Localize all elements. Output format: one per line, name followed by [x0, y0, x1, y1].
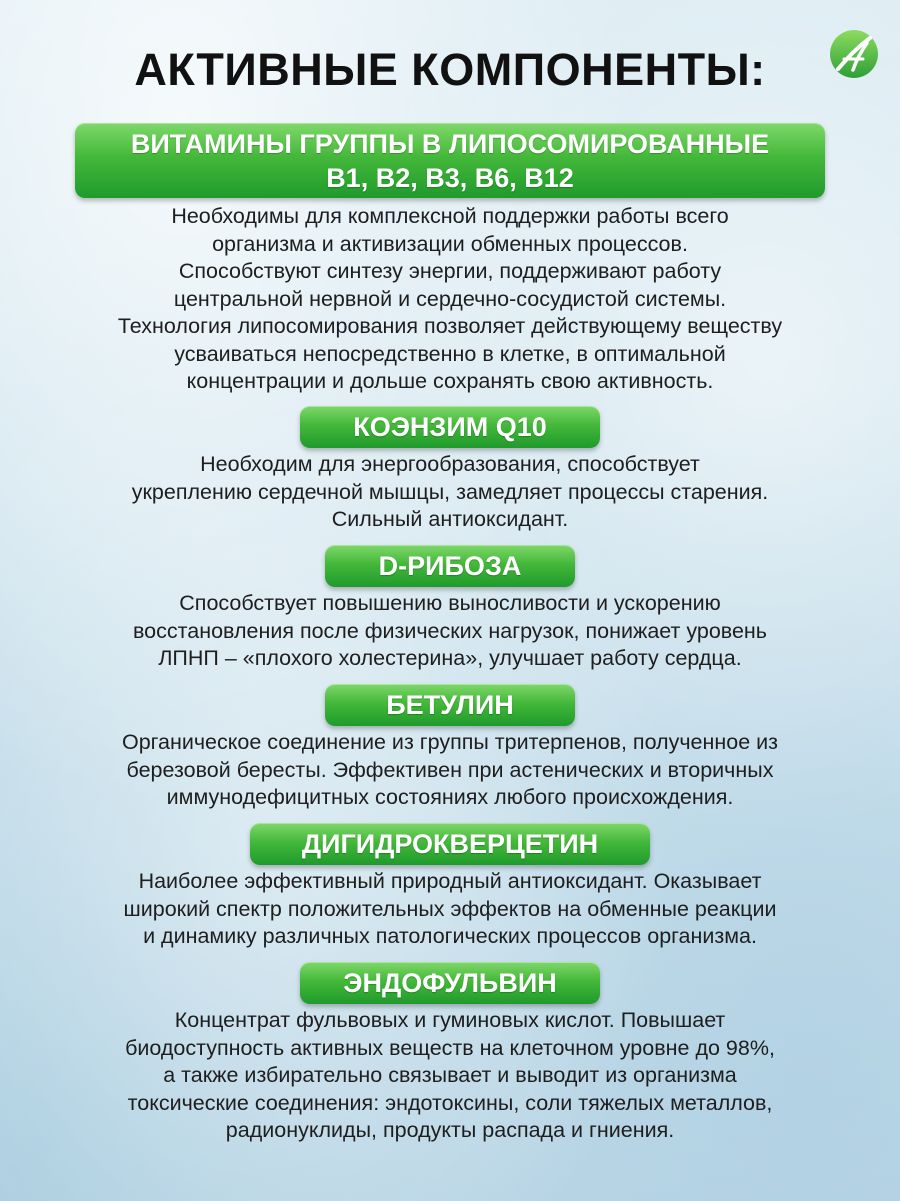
description-line: центральной нервной и сердечно-сосудистой системы.	[173, 286, 727, 311]
description-line: укреплению сердечной мышцы, замедляет процессы старения.	[131, 479, 769, 504]
section-description-betulin	[20, 729, 880, 812]
description-line: Технология липосомирования позволяет действующему веществу	[117, 314, 783, 338]
section-heading-line: КОЭНЗИМ Q10	[353, 411, 547, 442]
section-heading-line: БЕТУЛИН	[386, 689, 514, 720]
description-line: и динамику различных патологических процессов организма.	[143, 924, 757, 948]
section-description-d-ribose	[20, 590, 880, 673]
section-heading-vitamins-b	[75, 123, 825, 198]
section-description-dihydroquercetin	[20, 868, 880, 951]
description-line: ЛПНП – «плохого холестерина», улучшает работу сердца.	[158, 646, 742, 670]
description-line: токсические соединения: эндотоксины, соли тяжелых металлов,	[127, 1090, 773, 1115]
description-line: Концентрат фульвовых и гуминовых кислот. Повышает	[174, 1008, 726, 1032]
description-line: биодоступность активных веществ на клеточном уровне до 98%,	[125, 1035, 775, 1060]
section-heading-line: ВИТАМИНЫ ГРУППЫ В ЛИПОСОМИРОВАННЫЕ	[130, 128, 770, 159]
section-heading-coenzyme-q10	[300, 406, 600, 448]
section-heading-line: ДИГИДРОКВЕРЦЕТИН	[301, 828, 599, 859]
description-line: а также избирательно связывает и выводит из организма	[163, 1063, 737, 1087]
description-line: Необходимы для комплексной поддержки работы всего	[171, 204, 729, 228]
section-heading-d-ribose	[325, 545, 575, 587]
section-heading-endofulvin	[300, 962, 600, 1004]
description-line: радионуклиды, продукты распада и гниения.	[225, 1118, 675, 1142]
section-heading-line: D-РИБОЗА	[378, 550, 522, 581]
section-description-endofulvin	[20, 1007, 880, 1145]
description-line: Органическое соединение из группы тритерпенов, полученное из	[121, 730, 779, 754]
page-title: АКТИВНЫЕ КОМПОНЕНТЫ:	[134, 44, 766, 95]
description-line: Наиболее эффективный природный антиоксидант. Оказывает	[138, 869, 762, 893]
description-line: широкий спектр положительных эффектов на обменные реакции	[123, 896, 777, 921]
description-line: березовой бересты. Эффективен при астенических и вторичных	[126, 757, 774, 782]
section-description-coenzyme-q10	[20, 451, 880, 534]
description-line: иммунодефицитных состояниях любого происхождения.	[166, 785, 734, 809]
description-line: Необходим для энергообразования, способствует	[200, 452, 700, 476]
description-line: Способствует повышению выносливости и ускорению	[179, 591, 721, 615]
section-heading-line: ЭНДОФУЛЬВИН	[343, 967, 557, 998]
description-line: усваиваться непосредственно в клетке, в оптимальной	[174, 341, 726, 366]
section-heading-betulin	[325, 684, 575, 726]
description-line: концентрации и дольше сохранять свою активность.	[186, 369, 714, 393]
description-line: восстановления после физических нагрузок, понижает уровень	[133, 618, 767, 643]
section-heading-dihydroquercetin	[250, 823, 650, 865]
description-line: Способствуют синтезу энергии, поддерживают работу	[178, 259, 722, 283]
section-heading-line: В1, В2, В3, В6, В12	[326, 162, 574, 193]
description-line: организма и активизации обменных процессов.	[212, 231, 688, 256]
section-description-vitamins-b	[20, 203, 880, 396]
description-line: Сильный антиоксидант.	[331, 507, 569, 531]
